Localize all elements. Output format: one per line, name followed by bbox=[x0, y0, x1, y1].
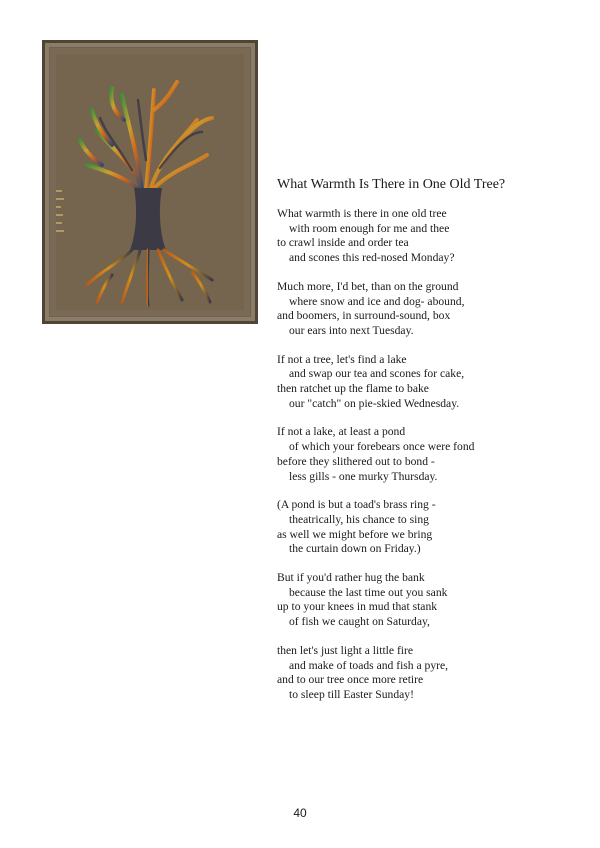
poem-line: to crawl inside and order tea bbox=[277, 236, 409, 250]
poem-line: the curtain down on Friday.) bbox=[289, 542, 421, 556]
page-number: 40 bbox=[293, 806, 307, 820]
poem-line: before they slithered out to bond - bbox=[277, 454, 435, 468]
poem-line: because the last time out you sank bbox=[289, 585, 448, 599]
poem-line: our "catch" on pie-skied Wednesday. bbox=[289, 396, 460, 410]
stanza bbox=[277, 498, 577, 557]
poem-line: where snow and ice and dog- abound, bbox=[289, 294, 465, 308]
poem-line: then ratchet up the flame to bake bbox=[277, 382, 429, 396]
poem-line: If not a tree, let's find a lake bbox=[277, 352, 407, 366]
poem-line: What warmth is there in one old tree bbox=[277, 207, 447, 220]
tree-illustration bbox=[42, 40, 258, 324]
poem-line: (A pond is but a toad's brass ring - bbox=[277, 498, 436, 512]
stanza bbox=[277, 207, 577, 266]
poem bbox=[277, 176, 577, 717]
poem-title: What Warmth Is There in One Old Tree? bbox=[277, 177, 506, 192]
poem-line: Much more, I'd bet, than on the ground bbox=[277, 279, 459, 293]
tree-of-life-icon bbox=[42, 40, 258, 324]
poem-line: and scones this red-nosed Monday? bbox=[289, 251, 455, 265]
poem-line: with room enough for me and thee bbox=[289, 221, 450, 235]
poem-line: and boomers, in surround-sound, box bbox=[277, 309, 451, 323]
poem-line: and make of toads and fish a pyre, bbox=[289, 658, 449, 672]
poem-line: and swap our tea and scones for cake, bbox=[289, 367, 465, 381]
poem-line: then let's just light a little fire bbox=[277, 643, 414, 657]
poem-line: to sleep till Easter Sunday! bbox=[289, 687, 414, 701]
poem-line: up to your knees in mud that stank bbox=[277, 600, 438, 614]
stanza bbox=[277, 280, 577, 339]
poem-line: less gills - one murky Thursday. bbox=[289, 469, 438, 483]
poem-line: of which your forebears once were fond bbox=[289, 440, 475, 454]
poem-line: theatrically, his chance to sing bbox=[289, 512, 429, 526]
poem-line: and to our tree once more retire bbox=[277, 673, 424, 687]
poem-line: as well we might before we bring bbox=[277, 527, 433, 541]
stanza bbox=[277, 571, 577, 630]
poem-line: of fish we caught on Saturday, bbox=[289, 615, 430, 629]
poem-line: But if you'd rather hug the bank bbox=[277, 571, 425, 585]
stanza bbox=[277, 644, 577, 703]
poem-line: If not a lake, at least a pond bbox=[277, 425, 406, 439]
stanza bbox=[277, 353, 577, 412]
poem-line: our ears into next Tuesday. bbox=[289, 323, 414, 337]
stanza bbox=[277, 425, 577, 484]
